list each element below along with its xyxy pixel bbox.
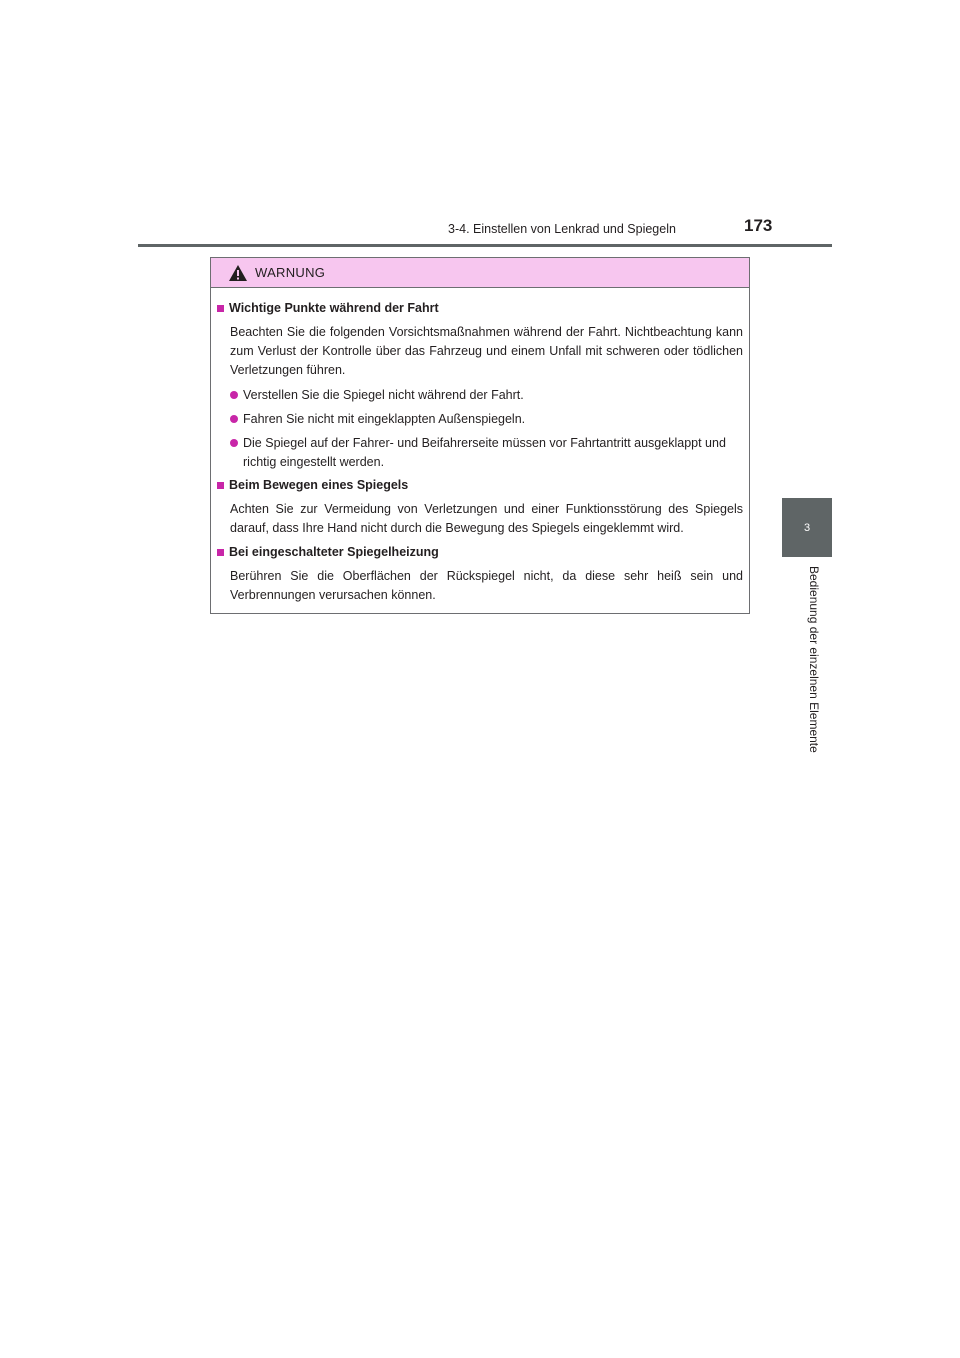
section-text: Berühren Sie die Oberflächen der Rückspiegel nicht, da diese sehr heiß sein und Verbrennungen verursachen können. bbox=[230, 569, 743, 602]
bullet-item: Verstellen Sie die Spiegel nicht während der Fahrt. bbox=[230, 386, 743, 405]
warning-box bbox=[210, 257, 750, 614]
square-bullet-icon bbox=[217, 482, 224, 489]
section-text: Beachten Sie die folgenden Vorsichtsmaßnahmen während der Fahrt. Nichtbeachtung kann zum Verlust der Kontrolle über das Fahrzeug und einem Unfall mit schweren oder tödlichen Verletzungen führen. bbox=[230, 325, 743, 377]
section-heading: Beim Bewegen eines Spiegels bbox=[217, 477, 743, 494]
page-number: 173 bbox=[744, 216, 773, 235]
warning-section bbox=[217, 300, 743, 472]
section-heading: Bei eingeschalteter Spiegelheizung bbox=[217, 544, 743, 561]
circle-bullet-icon bbox=[230, 439, 238, 447]
bullet-item: Fahren Sie nicht mit eingeklappten Außenspiegeln. bbox=[230, 410, 743, 429]
chapter-tab bbox=[782, 498, 832, 557]
circle-bullet-icon bbox=[230, 391, 238, 399]
warning-body bbox=[211, 288, 749, 605]
header-rule bbox=[138, 244, 832, 247]
warning-section bbox=[217, 544, 743, 605]
square-bullet-icon bbox=[217, 549, 224, 556]
chapter-number: 3 bbox=[803, 521, 811, 534]
bullet-item: Die Spiegel auf der Fahrer- und Beifahrerseite müssen vor Fahrtantritt ausgeklappt und richtig eingestellt werden. bbox=[230, 434, 743, 472]
warning-triangle-icon bbox=[228, 264, 248, 282]
warning-section bbox=[217, 477, 743, 538]
warning-header bbox=[211, 258, 749, 288]
circle-bullet-icon bbox=[230, 415, 238, 423]
square-bullet-icon bbox=[217, 305, 224, 312]
warning-title: WARNUNG bbox=[255, 265, 326, 280]
section-title: 3-4. Einstellen von Lenkrad und Spiegeln bbox=[448, 222, 676, 236]
section-text: Achten Sie zur Vermeidung von Verletzungen und einer Funktionsstörung des Spiegels darauf, dass Ihre Hand nicht durch die Bewegung des Spiegels eingeklemmt wird. bbox=[230, 502, 743, 535]
chapter-title: Bedienung der einzelnen Elemente bbox=[807, 566, 821, 753]
section-heading: Wichtige Punkte während der Fahrt bbox=[217, 300, 743, 317]
